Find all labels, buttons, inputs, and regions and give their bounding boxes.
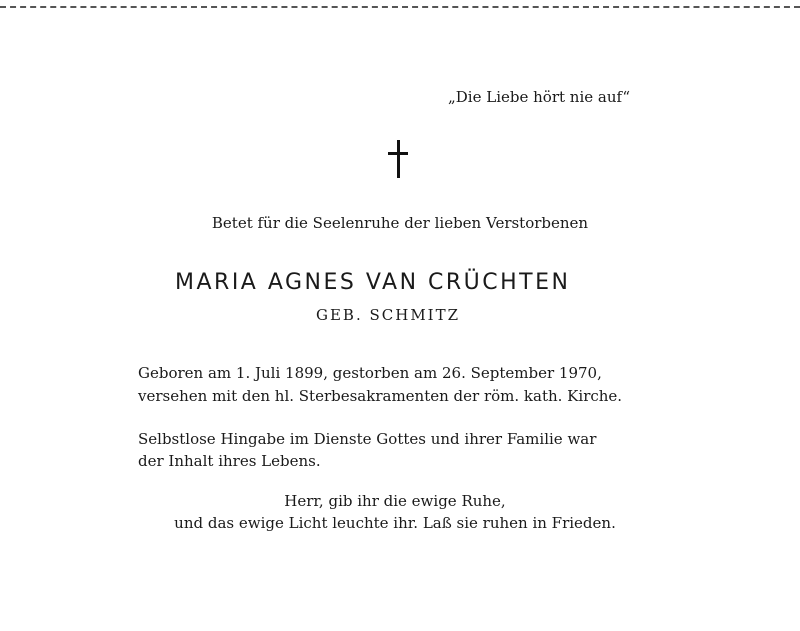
maiden-name: GEB. SCHMITZ xyxy=(316,306,461,324)
cross-vertical-bar xyxy=(397,140,400,178)
deceased-name: MARIA AGNES VAN CRÜCHTEN xyxy=(175,270,571,295)
top-dashed-rule xyxy=(0,6,800,8)
closing-prayer-line-2: und das ewige Licht leuchte ihr. Laß sie ruhen in Frieden. xyxy=(174,514,616,532)
birth-death-dates: Geboren am 1. Juli 1899, gestorben am 26. September 1970, xyxy=(138,364,602,382)
devotion-line-2: der Inhalt ihres Lebens. xyxy=(138,452,321,470)
closing-prayer-line-1: Herr, gib ihr die ewige Ruhe, xyxy=(284,492,506,510)
sacraments-line: versehen mit den hl. Sterbesakramenten der röm. kath. Kirche. xyxy=(138,387,623,405)
devotion-line-1: Selbstlose Hingabe im Dienste Gottes und ihrer Familie war xyxy=(138,430,597,448)
prayer-intro xyxy=(0,214,800,232)
prayer-intro-text: Betet für die Seelenruhe der lieben Verstorbenen xyxy=(211,214,589,232)
cross-icon xyxy=(386,140,412,182)
cross-horizontal-bar xyxy=(388,152,408,155)
motto: „Die Liebe hört nie auf“ xyxy=(448,88,630,106)
